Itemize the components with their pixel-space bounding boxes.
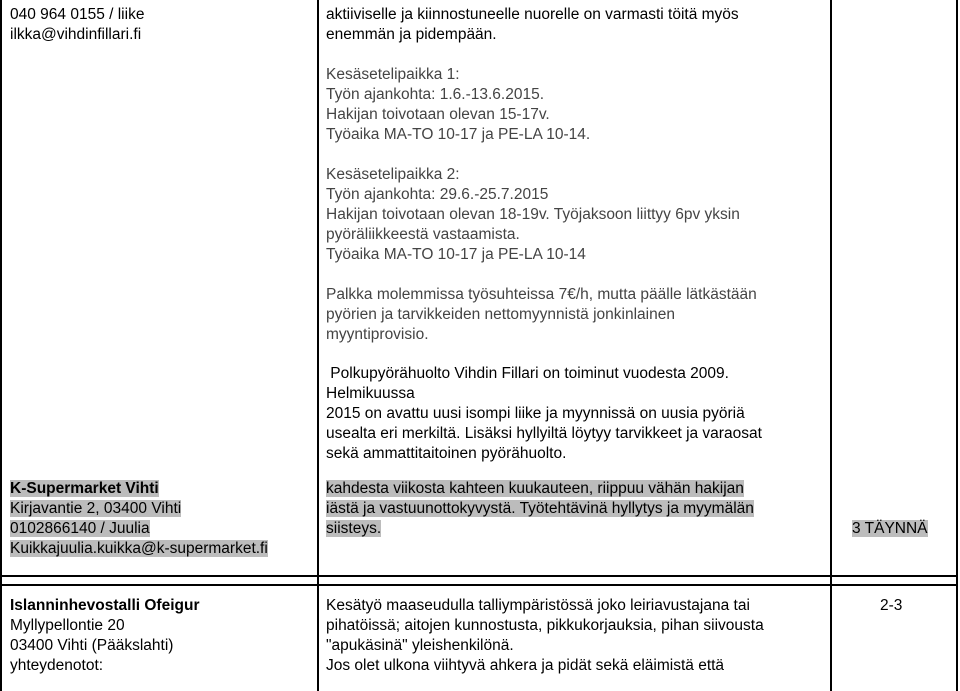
table-divider-col1 xyxy=(317,0,319,691)
salary-line-1: Palkka molemmissa työsuhteissa 7€/h, mutta päälle lätkästään xyxy=(326,286,757,303)
contact-phone: 040 964 0155 / liike xyxy=(10,6,145,23)
place2-hours: Työaika MA-TO 10-17 ja PE-LA 10-14 xyxy=(326,246,586,263)
employer-name: Islanninhevostalli Ofeigur xyxy=(10,597,200,614)
place1-age: Hakijan toivotaan olevan 15-17v. xyxy=(326,106,550,123)
contact-email: ilkka@vihdinfillari.fi xyxy=(10,26,142,43)
employer-address: Myllypellontie 20 xyxy=(10,617,125,634)
company-history xyxy=(326,364,818,464)
history-line-1: Polkupyörähuolto Vihdin Fillari on toiminut vuodesta 2009. xyxy=(326,365,729,382)
row3-count xyxy=(880,596,902,616)
history-line-3: 2015 on avattu uusi isompi liike ja myynnissä on uusia pyöriä xyxy=(326,405,745,422)
row3-desc-line-2: pihatöissä; aitojen kunnostusta, pikkukorjauksia, pihan siivousta xyxy=(326,617,764,634)
row3-desc-line-3: "apukäsinä" yleishenkilönä. xyxy=(326,637,514,654)
desc-intro-line-2: enemmän ja pidempään. xyxy=(326,26,497,43)
place2-heading: Kesäsetelipaikka 2: xyxy=(326,166,460,183)
table-divider-row2 xyxy=(0,584,958,586)
table-divider-row1 xyxy=(0,575,958,577)
row2-description xyxy=(326,479,818,539)
row2-count xyxy=(852,519,928,539)
row3-count-value: 2-3 xyxy=(880,597,903,614)
table-divider-col2 xyxy=(830,0,832,691)
row2-desc-line-2: iästä ja vastuunottokyvystä. Työtehtävinä hyllytys ja myymälän xyxy=(326,500,754,517)
employer-phone: 0102866140 / Juulia xyxy=(10,520,150,537)
employer-name: K-Supermarket Vihti xyxy=(10,480,159,497)
employer-contact-label: yhteydenotot: xyxy=(10,657,104,674)
row2-count-value: 3 TÄYNNÄ xyxy=(852,520,928,537)
place1-dates: Työn ajankohta: 1.6.-13.6.2015. xyxy=(326,86,545,103)
place2-responsibility: pyöräliikkeestä vastaamista. xyxy=(326,226,520,243)
row3-desc-line-4: Jos olet ulkona viihtyvä ahkera ja pidät sekä eläimistä että xyxy=(326,657,725,674)
place2-age: Hakijan toivotaan olevan 18-19v. Työjaksoon liittyy 6pv yksin xyxy=(326,206,740,223)
table-border-right xyxy=(956,0,958,691)
summer-place-2 xyxy=(326,165,818,265)
row3-employer xyxy=(10,596,199,676)
summer-place-1 xyxy=(326,65,818,145)
history-line-5: sekä ammattitaitoinen pyörähuolto. xyxy=(326,445,567,462)
table-border-left xyxy=(0,0,2,691)
place1-heading: Kesäsetelipaikka 1: xyxy=(326,66,460,83)
row1-employer-contact xyxy=(10,5,144,45)
history-line-4: usealta eri merkiltä. Lisäksi hyllyiltä löytyy tarvikkeet ja varaosat xyxy=(326,425,762,442)
salary-info xyxy=(326,285,818,345)
row1-description xyxy=(326,5,818,464)
place1-hours: Työaika MA-TO 10-17 ja PE-LA 10-14. xyxy=(326,126,591,143)
row2-desc-line-3: siisteys. xyxy=(326,520,382,537)
employer-address: Kirjavantie 2, 03400 Vihti xyxy=(10,500,182,517)
row3-description xyxy=(326,596,818,676)
employer-postal: 03400 Vihti (Pääkslahti) xyxy=(10,637,174,654)
employer-email: Kuikkajuulia.kuikka@k-supermarket.fi xyxy=(10,540,268,557)
salary-line-2: pyörien ja tarvikkeiden nettomyynnistä jonkinlainen xyxy=(326,306,675,323)
history-line-2: Helmikuussa xyxy=(326,385,415,402)
salary-line-3: myyntiprovisio. xyxy=(326,326,429,343)
row3-desc-line-1: Kesätyö maaseudulla talliympäristössä joko leiriavustajana tai xyxy=(326,597,750,614)
row2-employer xyxy=(10,479,268,559)
desc-intro-line-1: aktiiviselle ja kiinnostuneelle nuorelle on varmasti töitä myös xyxy=(326,6,739,23)
row2-desc-line-1: kahdesta viikosta kahteen kuukauteen, riippuu vähän hakijan xyxy=(326,480,744,497)
place2-dates: Työn ajankohta: 29.6.-25.7.2015 xyxy=(326,186,549,203)
